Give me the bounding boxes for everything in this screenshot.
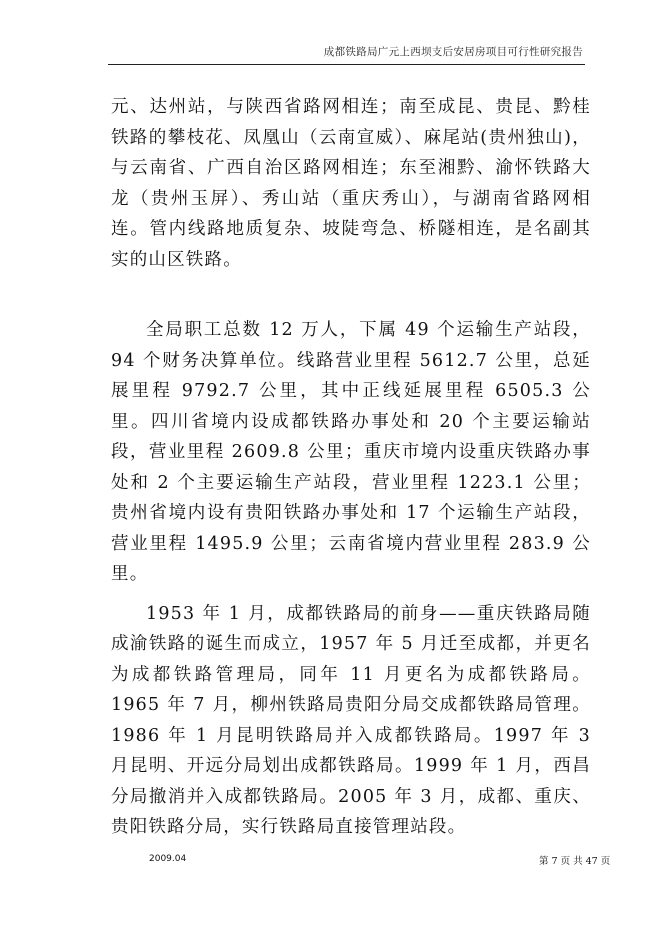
footer-page-number: 第 7 页 共 47 页 xyxy=(539,856,611,867)
header-title: 成都铁路局广元上西坝支后安居房项目可行性研究报告 xyxy=(323,46,583,58)
paragraph-railway-connections: 元、达州站，与陕西省路网相连；南至成昆、贵昆、黔桂铁路的攀枝花、凤凰山（云南宣威）、麻尾站(贵州独山)，与云南省、广西自治区路网相连；东至湘黔、渝怀铁路大龙（贵州玉屏）、秀山站（重庆秀山），与湖南省路网相连。管内线路地质复杂、坡陡弯急、桥隧相连，是名副其实的山区铁路。 xyxy=(111,97,591,270)
document-body xyxy=(111,92,591,843)
footer-date: 2009.04 xyxy=(149,854,187,864)
paragraph-history: 1953 年 1 月，成都铁路局的前身——重庆铁路局随成渝铁路的诞生而成立，1957 年 5 月迁至成都，并更名为成都铁路管理局，同年 11 月更名为成都铁路局。1965 年 7 月，柳州铁路局贵阳分局交成都铁路局管理。1986 年 1 月昆明铁路局并入成都铁路局。1997 年 3 月昆明、开远分局划出成都铁路局。1999 年 1 月，西昌分局撤消并入成都铁路局。2005 年 3 月，成都、重庆、贵阳铁路分局，实行铁路局直接管理站段。 xyxy=(111,603,591,837)
paragraph-spacer xyxy=(111,275,591,315)
paragraph-staff-and-mileage: 全局职工总数 12 万人，下属 49 个运输生产站段，94 个财务决算单位。线路营业里程 5612.7 公里，总延展里程 9792.7 公里，其中正线延展里程 6505.3 公里。四川省境内设成都铁路办事处和 20 个主要运输站段，营业里程 2609.8 公里；重庆市境内设重庆铁路办事处和 2 个主要运输生产站段，营业里程 1223.1 公里；贵州省境内设有贵阳铁路办事处和 17 个运输生产站段，营业里程 1495.9 公里；云南省境内营业里程 283.9 公里。 xyxy=(111,320,591,584)
page-header xyxy=(108,40,585,65)
paragraph-spacer xyxy=(111,590,591,599)
